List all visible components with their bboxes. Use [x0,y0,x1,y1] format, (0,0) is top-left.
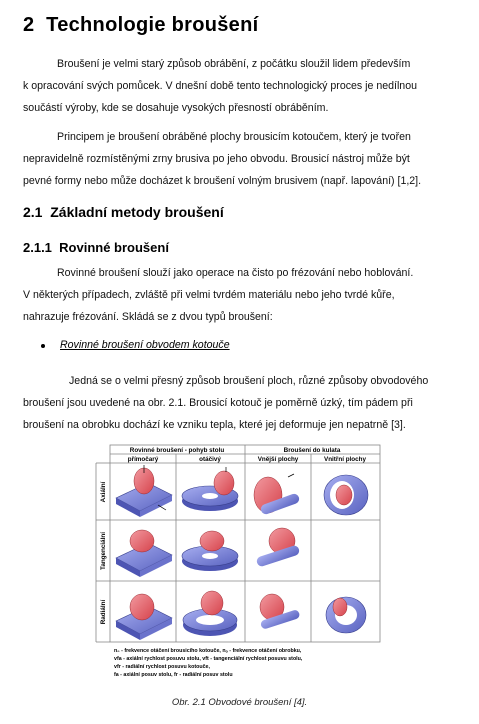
subsection-heading [23,240,169,255]
figure-col-rotary: otáčivý [199,456,221,463]
text-line: pevné formy nebo může docházet k broušení volným brusivem (např. lapování) [1,2]. [23,175,422,187]
figure-col-internal: Vnitřní plochy [324,456,366,463]
subsection-number: 2.1.1 [23,240,52,255]
figure-col-linear: přímočarý [127,456,159,463]
text-line: Rovinné broušení slouží jako operace na čisto po frézování nebo hoblování. [57,267,414,279]
figure-row-tangential: Tangenciální [100,531,107,571]
axial-internal-illustration [324,475,368,515]
figure-header-surface: Rovinné broušení - pohyb stolu [129,447,225,454]
section-title: Základní metody broušení [50,204,224,220]
text-line: nahrazuje frézování. Skládá se z dvou typů broušení: [23,311,273,323]
figure-legend-line: fa - axiální posuv stolu, fr - radiální posuv stolu [114,672,233,678]
bullet-dot-icon [41,344,45,348]
section-number: 2.1 [23,204,43,220]
figure-header-cylindrical: Broušení do kulata [283,447,341,454]
paragraph-intro [23,53,447,119]
paragraph-peripheral [23,370,447,436]
paragraph-principle [23,126,447,192]
text-line: broušení jsou uvedené na obr. 2.1. Brousicí kotouč je poměrně úzký, tím pádem při [23,397,413,409]
text-line: Principem je broušení obráběné plochy brousicím kotoučem, který je tvořen [57,131,411,143]
figure-legend-line: vfr - radiální rychlost posuvu kotouče, [114,664,210,670]
figure-row-axial: Axiální [100,481,107,503]
bullet-text: Rovinné broušení obvodem kotouče [60,339,230,351]
text-line: součástí výroby, kde se dosahuje vysokých přesností obráběním. [23,102,329,114]
text-line: Broušení je velmi starý způsob obrábění, z počátku sloužil lidem především [57,58,411,70]
figure-legend-line: n₀ - frekvence otáčení brousicího kotouče, nₒ - frekvence otáčení obrobku, [114,648,302,654]
subsection-title: Rovinné broušení [59,240,169,255]
paragraph-surface-grinding [23,262,447,328]
figure-legend-line: vfa - axiální rychlost posuvu stolu, vft - tangenciální rychlost posuvu stolu, [114,656,303,662]
figure-col-external: Vnější plochy [257,456,299,463]
grinding-methods-figure [92,443,388,689]
chapter-number: 2 [23,14,35,36]
chapter-title: Technologie broušení [46,14,259,36]
text-line: Jedná se o velmi přesný způsob broušení ploch, různé způsoby obvodového [69,375,429,387]
text-line: nepravidelně rozmístěnými zrny brusiva po jeho obvodu. Brousicí nástroj může být [23,153,410,165]
figure-caption: Obr. 2.1 Obvodové broušení [4]. [171,697,308,708]
text-line: V některých případech, zvláště při velmi tvrdém materiálu nebo jeho tvrdé kůře, [23,289,395,301]
radial-internal-illustration [326,597,366,633]
section-heading [23,204,224,220]
text-line: k opracování svých pomůcek. V dnešní době tento technologický proces je nedílnou [23,80,417,92]
chapter-heading [23,14,258,37]
figure-row-radial: Radiální [100,599,107,625]
text-line: broušení na obrobku dochází ke vzniku tepla, které jej deformuje jen nepatrně [3]. [23,419,406,431]
